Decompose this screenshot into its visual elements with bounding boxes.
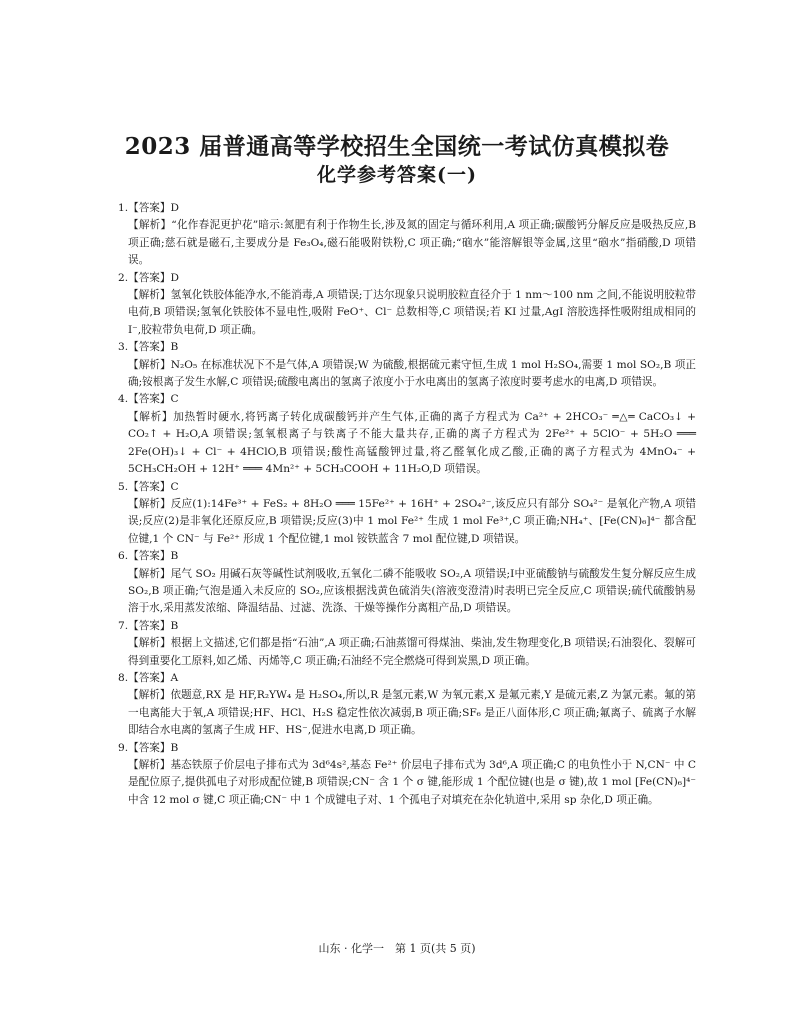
answer-line: 7.【答案】B	[118, 619, 179, 632]
question-9	[118, 740, 696, 810]
answer-line: 6.【答案】B	[118, 550, 179, 563]
document-subtitle: 化学参考答案(一)	[317, 164, 477, 186]
question-3	[118, 339, 696, 391]
answer-line: 1.【答案】D	[118, 202, 179, 214]
question-1	[118, 200, 696, 270]
analysis-text: 【解析】N₂O₅ 在标准状况下不是气体,A 项错误;W 为硫酸,根据硫元素守恒,生成 1 mol H₂SO₄,需要 1 mol SO₂,B 项正确;铵根离子发生水解,C 项错误;硫酸电离出的氢离子浓度小于水电离出的氢离子浓度时要考虑水的电离,D 项错误。	[128, 358, 696, 389]
question-4	[118, 391, 696, 478]
analysis-text: 【解析】基态铁原子价层电子排布式为 3d⁶4s²,基态 Fe²⁺ 价层电子排布式为 3d⁶,A 项正确;C 的电负性小于 N,CN⁻ 中 C 是配位原子,提供孤电子对形成配位键,B 项错误;CN⁻ 含 1 个 σ 键,能形成 1 个配位键(也是 σ 键),故 1 mol [Fe(CN)₆]⁴⁻ 中含 12 mol σ 键,C 项正确;CN⁻ 中 1 个成键电子对、1 个孤电子对填充在杂化轨道中,采用 sp 杂化,D 项正确。	[128, 759, 696, 806]
analysis-text: 【解析】根据上文描述,它们都是指“石油”,A 项正确;石油蒸馏可得煤油、柴油,发生物理变化,B 项错误;石油裂化、裂解可得到重要化工原料,如乙烯、丙烯等,C 项正确;石油经不完全燃烧可得到炭黑,D 项正确。	[128, 637, 696, 667]
document-title: 2023 届普通高等学校招生全国统一考试仿真模拟卷	[124, 133, 670, 160]
question-2	[118, 270, 696, 340]
analysis-text: 【解析】加热暂时硬水,将钙离子转化成碳酸钙并产生气体,正确的离子方程式为 Ca²⁺ + 2HCO₃⁻ ═△═ CaCO₃↓ + CO₂↑ + H₂O,A 项错误;氢氧根离子与铁离子不能大量共存,正确的离子方程式为 2Fe²⁺ + 5ClO⁻ + 5H₂O ═══ 2Fe(OH)₃↓ + Cl⁻ + 4HClO,B 项错误;酸性高锰酸钾过量,将乙醛氧化成乙酸,正确的离子方程式为 4MnO₄⁻ + 5CH₃CH₂OH + 12H⁺ ═══ 4Mn²⁺ + 5CH₃COOH + 11H₂O,D 项错误。	[128, 410, 696, 476]
question-5	[118, 479, 696, 549]
page-footer: 山东 · 化学一 第 1 页(共 5 页)	[318, 942, 476, 955]
analysis-text: 【解析】反应(1):14Fe³⁺ + FeS₂ + 8H₂O ═══ 15Fe²⁺ + 16H⁺ + 2SO₄²⁻,该反应只有部分 SO₄²⁻ 是氧化产物,A 项错误;反应(2)是非氧化还原反应,B 项错误;反应(3)中 1 mol Fe²⁺ 生成 1 mol Fe³⁺,C 项正确;NH₄⁺、[Fe(CN)₆]⁴⁻ 都含配位键,1 个 CN⁻ 与 Fe²⁺ 形成 1 个配位键,1 mol 铵铁蓝含 7 mol 配位键,D 项错误。	[128, 497, 696, 545]
question-8	[118, 670, 696, 740]
answer-line: 3.【答案】B	[118, 341, 179, 354]
answer-line: 5.【答案】C	[118, 480, 179, 493]
answer-list	[118, 200, 696, 809]
analysis-text: 【解析】依题意,RX 是 HF,R₂YW₄ 是 H₂SO₄,所以,R 是氢元素,W 为氧元素,X 是氟元素,Y 是硫元素,Z 为氯元素。氟的第一电离能大于氧,A 项错误;HF、HCl、H₂S 稳定性依次减弱,B 项正确;SF₆ 是正八面体形,C 项正确;氟离子、硫离子水解即结合水电离的氢离子生成 HF、HS⁻,促进水电离,D 项正确。	[128, 689, 696, 737]
question-6	[118, 548, 696, 618]
analysis-text: 【解析】氢氧化铁胶体能净水,不能消毒,A 项错误;丁达尔现象只说明胶粒直径介于 1 nm～100 nm 之间,不能说明胶粒带电荷,B 项错误;氢氧化铁胶体不显电性,吸附 FeO⁺、Cl⁻ 总数相等,C 项错误;若 KI 过量,AgI 溶胶选择性吸附组成相同的 I⁻,胶粒带负电荷,D 项正确。	[128, 289, 696, 336]
answer-line: 9.【答案】B	[118, 741, 179, 754]
answer-line: 8.【答案】A	[118, 671, 179, 684]
analysis-text: 【解析】“化作春泥更护花”暗示:氮肥有利于作物生长,涉及氮的固定与循环利用,A 项正确;碳酸钙分解反应是吸热反应,B 项正确;慈石就是磁石,主要成分是 Fe₃O₄,磁石能吸附铁粉,C 项正确;“硇水”能溶解银等金属,这里“硇水”指硝酸,D 项错误。	[128, 219, 696, 267]
answer-line: 4.【答案】C	[118, 393, 179, 406]
answer-line: 2.【答案】D	[118, 271, 179, 284]
analysis-text: 【解析】尾气 SO₂ 用碱石灰等碱性试剂吸收,五氧化二磷不能吸收 SO₂,A 项错误;Ⅰ中亚硫酸钠与硫酸发生复分解反应生成 SO₂,B 项正确;气泡是通入未反应的 SO₂,应该根据浅黄色硫消失(溶液变澄清)时表明已完全反应,C 项错误;硫代硫酸钠易溶于水,采用蒸发浓缩、降温结晶、过滤、洗涤、干燥等操作分离粗产品,D 项错误。	[128, 567, 696, 615]
question-7	[118, 618, 696, 670]
